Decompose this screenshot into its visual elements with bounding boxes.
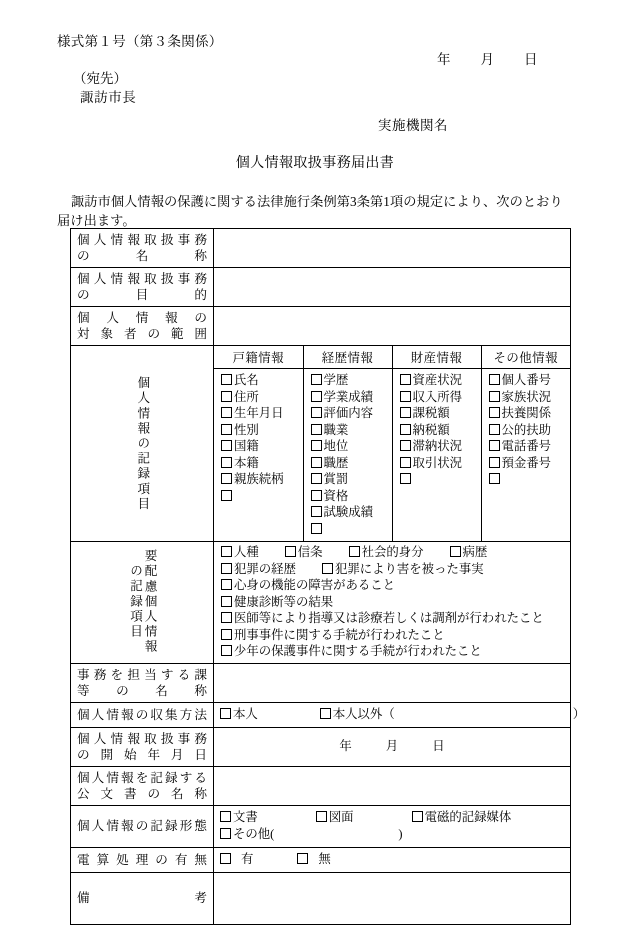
checkbox-icon[interactable] (221, 596, 232, 607)
checkbox-item[interactable] (311, 372, 392, 389)
header-date-year: 年 (437, 52, 451, 67)
label-office-purpose (71, 268, 214, 307)
checkbox-label: 性別 (234, 422, 259, 437)
checkbox-item[interactable] (400, 405, 481, 422)
checkbox-label: 扶養関係 (501, 406, 552, 420)
checkbox-label: 職業 (323, 422, 349, 437)
checkbox-icon[interactable] (311, 457, 322, 468)
checkbox-label: 試験成績 (323, 505, 374, 519)
format-options-line2[interactable] (220, 826, 564, 843)
checkbox-label: 住所 (234, 389, 259, 404)
checkbox-icon[interactable] (221, 440, 232, 451)
checkbox-label: 氏名 (234, 373, 259, 387)
label-start-date-line2: の開始年月日 (77, 747, 207, 762)
label-record-items (71, 346, 214, 542)
checkbox-icon[interactable] (311, 440, 322, 451)
record-items-cell (214, 346, 571, 542)
checkbox-item-blank[interactable] (221, 488, 303, 505)
checkbox-label: 社会的身分 (361, 545, 424, 559)
table-row-department (71, 663, 571, 702)
checkbox-icon[interactable] (311, 506, 322, 517)
checkbox-label: 人種 (234, 545, 259, 559)
checkbox-icon[interactable] (221, 612, 232, 623)
checkbox-icon[interactable] (311, 374, 322, 385)
start-date-day: 日 (432, 739, 445, 753)
addressee-name: 諏訪市長 (80, 90, 137, 105)
checkbox-item[interactable] (221, 438, 303, 455)
input-office-purpose[interactable] (214, 268, 571, 307)
table-row-collection-method (71, 702, 571, 727)
label-subject-scope-line1: 個人情報の (77, 311, 207, 325)
sensitive-items-cell (214, 542, 571, 664)
checkbox-label: 納税額 (412, 422, 450, 437)
checkbox-label: 健康診断等の結果 (234, 594, 334, 609)
label-office-name-line2: の名称 (77, 249, 207, 263)
table-row-sensitive-items (71, 542, 571, 664)
checkbox-label: その他( (233, 826, 275, 841)
collection-close-paren: ） (572, 706, 586, 721)
checkbox-item[interactable] (400, 389, 481, 406)
checkbox-item[interactable] (400, 455, 481, 472)
checkbox-icon[interactable] (220, 828, 231, 839)
label-collection-method (71, 702, 214, 727)
checkbox-label: 犯罪の経歴 (234, 561, 296, 576)
checkbox-label: 親族続柄 (234, 472, 284, 486)
format-close-paren: ) (398, 826, 403, 841)
checkbox-item[interactable] (400, 438, 481, 455)
checkbox-label: 病歴 (462, 545, 488, 559)
checkbox-icon[interactable] (489, 440, 500, 451)
label-subject-scope (71, 307, 214, 346)
checkbox-icon[interactable] (489, 391, 500, 402)
computer-options[interactable] (220, 851, 564, 868)
start-date-year: 年 (339, 739, 352, 753)
checkbox-icon[interactable] (221, 579, 232, 590)
checkbox-label: 取引状況 (412, 455, 463, 470)
category-column-keireki (303, 369, 392, 542)
label-office-name (71, 229, 214, 268)
label-sensitive-items-right: 要配慮個人情報 (142, 549, 157, 656)
collection-options[interactable] (220, 706, 586, 723)
intro-paragraph: 諏訪市個人情報の保護に関する法律施行条例第3条第1項の規定により、次のとおり届け出ます。 (57, 194, 563, 228)
computer-processing-cell (214, 847, 571, 872)
checkbox-icon[interactable] (220, 853, 231, 864)
input-remarks[interactable] (214, 872, 571, 924)
checkbox-label: 生年月日 (234, 406, 284, 420)
checkbox-item[interactable] (221, 372, 303, 389)
checkbox-icon[interactable] (489, 407, 500, 418)
checkbox-icon[interactable] (400, 374, 411, 385)
collection-method-cell (214, 702, 586, 727)
checkbox-icon[interactable] (220, 811, 231, 822)
checkbox-label: 学歴 (323, 373, 349, 387)
checkbox-label: 心身の機能の障害があること (234, 578, 396, 592)
label-remarks (71, 872, 214, 924)
checkbox-item[interactable] (489, 389, 571, 406)
checkbox-label: 資格 (323, 488, 349, 503)
label-document-name-line1: 個人情報を記録する (77, 770, 207, 785)
main-form-table (70, 228, 586, 925)
checkbox-icon[interactable] (311, 424, 322, 435)
checkbox-label: 賞罰 (323, 472, 349, 486)
checkbox-item[interactable] (489, 405, 571, 422)
label-record-format (71, 805, 214, 847)
checkbox-item[interactable] (311, 455, 392, 472)
checkbox-icon[interactable] (285, 546, 296, 557)
category-header-row (214, 346, 570, 369)
category-table (214, 346, 570, 541)
sensitive-line-2[interactable] (221, 561, 570, 578)
sensitive-line-6[interactable] (221, 627, 570, 644)
checkbox-item-blank[interactable] (311, 521, 392, 538)
label-document-name-line2: 公文書の名称 (77, 786, 207, 801)
start-date-line (339, 739, 444, 753)
checkbox-icon[interactable] (316, 811, 327, 822)
agency-name-field: 実施機関名 (378, 118, 448, 133)
checkbox-item-blank[interactable] (489, 471, 571, 488)
checkbox-icon[interactable] (400, 391, 411, 402)
category-header-keireki: 経歴情報 (303, 346, 392, 369)
checkbox-icon[interactable] (450, 546, 461, 557)
category-column-koseki (214, 369, 303, 542)
checkbox-icon[interactable] (489, 424, 500, 435)
checkbox-label: 資産状況 (412, 373, 463, 387)
checkbox-item[interactable] (400, 422, 481, 439)
header-date-day: 日 (524, 52, 538, 67)
checkbox-label: 預金番号 (501, 455, 552, 470)
checkbox-icon[interactable] (322, 563, 333, 574)
label-collection-method-text: 個人情報の収集方法 (77, 707, 207, 722)
label-office-purpose-line2: の目的 (77, 288, 207, 302)
checkbox-label: 図面 (328, 809, 354, 824)
table-row-document-name (71, 766, 571, 805)
checkbox-icon[interactable] (311, 490, 322, 501)
checkbox-item[interactable] (221, 455, 303, 472)
table-row-record-items (71, 346, 571, 542)
checkbox-label: 有 (241, 851, 254, 866)
checkbox-icon[interactable] (489, 457, 500, 468)
table-row-remarks (71, 872, 571, 924)
sensitive-line-4[interactable] (221, 594, 570, 611)
checkbox-icon[interactable] (400, 407, 411, 418)
checkbox-item[interactable] (311, 389, 392, 406)
checkbox-icon[interactable] (400, 473, 411, 484)
label-office-purpose-line1: 個人情報取扱事務 (77, 272, 207, 286)
checkbox-icon[interactable] (221, 407, 232, 418)
checkbox-item[interactable] (311, 438, 392, 455)
checkbox-icon[interactable] (221, 546, 232, 557)
checkbox-label: 文書 (233, 809, 258, 824)
category-header-sonota: その他情報 (481, 346, 570, 369)
table-row-subject-scope (71, 307, 571, 346)
table-row-computer-processing (71, 847, 571, 872)
checkbox-label: 地位 (323, 439, 349, 453)
checkbox-item[interactable] (221, 422, 303, 439)
checkbox-label: 学業成績 (323, 389, 374, 404)
checkbox-item[interactable] (489, 438, 571, 455)
checkbox-item[interactable] (311, 488, 392, 505)
label-department (71, 663, 214, 702)
input-department[interactable] (214, 663, 571, 702)
label-record-format-text: 個人情報の記録形態 (77, 819, 207, 833)
start-date-month: 月 (385, 739, 399, 753)
label-subject-scope-line2: 対象者の範囲 (77, 327, 207, 341)
sensitive-line-1[interactable] (221, 544, 570, 561)
checkbox-label: 少年の保護事件に関する手続が行われたこと (234, 644, 482, 658)
checkbox-item[interactable] (489, 372, 571, 389)
checkbox-icon[interactable] (297, 853, 308, 864)
checkbox-icon[interactable] (400, 440, 411, 451)
checkbox-icon[interactable] (221, 645, 232, 656)
label-office-name-line1: 個人情報取扱事務 (77, 233, 207, 247)
checkbox-icon[interactable] (221, 629, 232, 640)
checkbox-item-blank[interactable] (400, 471, 481, 488)
table-row-office-name (71, 229, 571, 268)
checkbox-icon[interactable] (349, 546, 360, 557)
checkbox-label: 本人以外（ (332, 706, 395, 721)
checkbox-icon[interactable] (400, 457, 411, 468)
input-document-name[interactable] (214, 766, 571, 805)
label-record-items-text: 個人情報の記録項目 (135, 375, 150, 512)
checkbox-icon[interactable] (489, 473, 500, 484)
checkbox-label: 電磁的記録媒体 (424, 809, 512, 824)
label-department-line1: 事務を担当する課 (77, 667, 207, 682)
sensitive-line-3[interactable] (221, 577, 570, 594)
category-items-row (214, 369, 570, 542)
checkbox-label: 犯罪により害を被った事実 (334, 561, 484, 576)
checkbox-icon[interactable] (221, 374, 232, 385)
label-start-date (71, 727, 214, 766)
label-department-line2: 等の名称 (77, 683, 207, 698)
category-column-zaisan (392, 369, 481, 542)
checkbox-icon[interactable] (221, 424, 232, 435)
checkbox-label: 収入所得 (412, 389, 463, 404)
checkbox-icon[interactable] (489, 374, 500, 385)
checkbox-icon[interactable] (311, 473, 322, 484)
checkbox-icon[interactable] (311, 407, 322, 418)
checkbox-label: 本籍 (234, 455, 259, 470)
checkbox-label: 公的扶助 (501, 422, 552, 437)
checkbox-item[interactable] (489, 422, 571, 439)
checkbox-label: 国籍 (234, 439, 259, 453)
addressee-label: （宛先） (73, 71, 127, 86)
label-computer-processing-text: 電算処理の有無 (77, 852, 207, 867)
checkbox-icon[interactable] (311, 391, 322, 402)
header-date-line (437, 48, 538, 68)
checkbox-icon[interactable] (311, 523, 322, 534)
checkbox-label: 職歴 (323, 455, 349, 470)
checkbox-icon[interactable] (221, 457, 232, 468)
checkbox-label: 刑事事件に関する手続が行われたこと (234, 627, 445, 642)
table-row-start-date (71, 727, 571, 766)
label-sensitive-items (71, 542, 214, 664)
checkbox-icon[interactable] (320, 708, 331, 719)
checkbox-item[interactable] (311, 422, 392, 439)
sensitive-line-7[interactable] (221, 643, 570, 660)
category-column-sonota (481, 369, 570, 542)
sensitive-line-5[interactable] (221, 610, 570, 627)
document-title: 個人情報取扱事務届出書 (235, 156, 395, 171)
label-document-name (71, 766, 214, 805)
checkbox-label: 医師等により指導又は診療若しくは調剤が行われたこと (234, 611, 544, 625)
checkbox-label: 家族状況 (501, 389, 552, 404)
checkbox-label: 本人 (233, 706, 258, 721)
checkbox-item[interactable] (221, 389, 303, 406)
checkbox-icon[interactable] (412, 811, 423, 822)
checkbox-icon[interactable] (221, 391, 232, 402)
label-sensitive-items-left: の記録項目 (128, 564, 142, 640)
format-options-line1[interactable] (220, 809, 564, 826)
header-date-month: 月 (480, 52, 494, 67)
input-office-name[interactable] (214, 229, 571, 268)
label-start-date-line1: 個人情報取扱事務 (77, 731, 207, 746)
checkbox-label: 課税額 (412, 406, 450, 420)
checkbox-icon[interactable] (221, 563, 232, 574)
input-subject-scope[interactable] (214, 307, 571, 346)
checkbox-label: 信条 (297, 545, 323, 559)
input-start-date[interactable] (214, 727, 571, 766)
checkbox-item[interactable] (489, 455, 571, 472)
checkbox-icon[interactable] (221, 473, 232, 484)
label-remarks-text: 備考 (77, 891, 207, 905)
checkbox-label: 個人番号 (501, 373, 552, 387)
checkbox-label: 電話番号 (501, 439, 552, 453)
record-format-cell (214, 805, 571, 847)
checkbox-label: 無 (318, 851, 331, 866)
checkbox-icon[interactable] (221, 490, 232, 501)
table-row-record-format (71, 805, 571, 847)
checkbox-item[interactable] (221, 405, 303, 422)
checkbox-item[interactable] (311, 504, 392, 521)
form-number: 様式第１号（第３条関係） (57, 34, 223, 49)
checkbox-label: 評価内容 (323, 406, 374, 420)
table-row-office-purpose (71, 268, 571, 307)
category-header-koseki: 戸籍情報 (214, 346, 303, 369)
label-computer-processing (71, 847, 214, 872)
checkbox-icon[interactable] (400, 424, 411, 435)
checkbox-icon[interactable] (220, 708, 231, 719)
checkbox-item[interactable] (400, 372, 481, 389)
checkbox-item[interactable] (221, 471, 303, 488)
checkbox-item[interactable] (311, 405, 392, 422)
checkbox-label: 滞納状況 (412, 439, 463, 453)
category-header-zaisan: 財産情報 (392, 346, 481, 369)
checkbox-item[interactable] (311, 471, 392, 488)
